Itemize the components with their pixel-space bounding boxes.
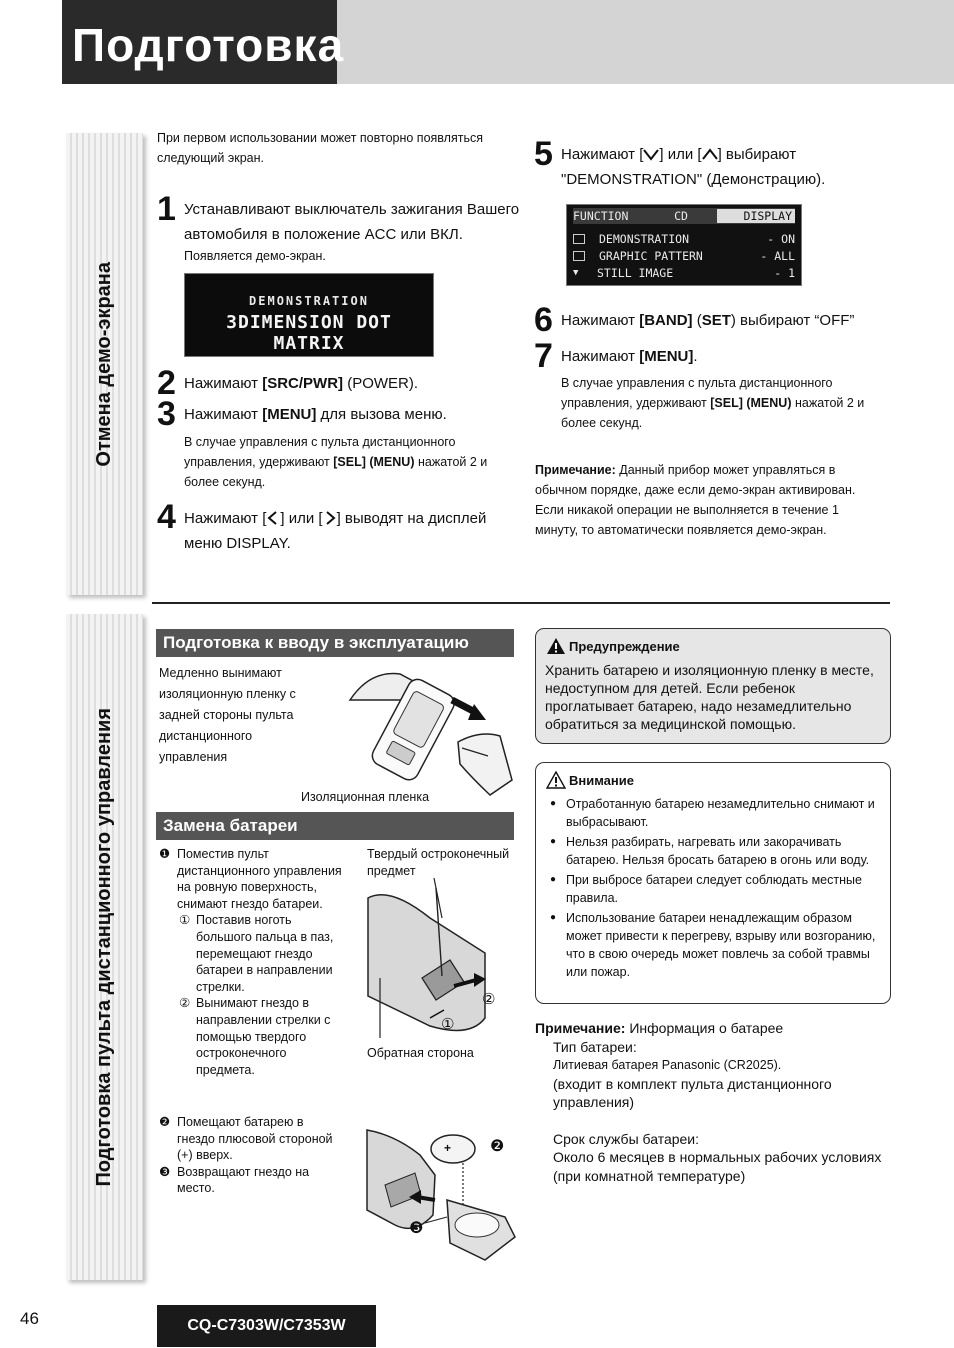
battery-step-2-line: Помещают батарею в bbox=[177, 1115, 304, 1129]
demo-note bbox=[535, 460, 885, 540]
battery-section-heading: Замена батареи bbox=[156, 812, 514, 840]
battery-step-2-text bbox=[177, 1114, 333, 1164]
diagram-mark-one: ① bbox=[441, 1016, 455, 1033]
battery-step-3-text bbox=[177, 1164, 309, 1197]
step-3-note-post: нажатой 2 и более секунд. bbox=[184, 455, 488, 489]
prep-text-line: задней стороны пульта bbox=[159, 708, 294, 722]
battery-step-1-line: Поместив пульт bbox=[177, 847, 269, 861]
menu-row-label: GRAPHIC PATTERN bbox=[599, 249, 703, 263]
battery-step-1-sub1-line: батареи в направлении bbox=[196, 963, 333, 978]
menu-row-marker bbox=[573, 251, 585, 261]
step-7-note bbox=[561, 373, 891, 433]
step-4-number: 4 bbox=[157, 498, 176, 536]
step-4-mid: ] или [ bbox=[280, 510, 323, 527]
menu-row-demonstration bbox=[573, 231, 795, 247]
warning-text-line: обратиться за медицинской помощью. bbox=[545, 716, 796, 732]
step-4-line-2: меню DISPLAY. bbox=[184, 535, 291, 552]
battery-step-1-sub2-line: Вынимают гнездо в bbox=[196, 996, 310, 1011]
step-3-key: [MENU] bbox=[262, 406, 317, 423]
battery-step-1-sub2-line: предмета. bbox=[196, 1062, 255, 1077]
diagram-mark-b3: ❸ bbox=[409, 1220, 424, 1237]
step-6-number: 6 bbox=[534, 301, 553, 339]
step-3-text bbox=[184, 402, 447, 427]
caution-item: ● Отработанную батарею незамедлительно снимают и выбрасывают. bbox=[550, 795, 882, 831]
caution-triangle-icon bbox=[546, 771, 566, 789]
demo-intro bbox=[157, 128, 517, 168]
battery-step-3-mark: ❸ bbox=[159, 1164, 171, 1179]
side-tab-remote bbox=[66, 614, 143, 1280]
menu-row-still-image bbox=[573, 265, 795, 281]
step-6-key2: SET bbox=[701, 312, 731, 329]
caution-header bbox=[546, 771, 634, 789]
step-5-number: 5 bbox=[534, 135, 553, 173]
battery-step-1 bbox=[159, 846, 359, 1078]
step-5-line-2: "DEMONSTRATION" (Демонстрацию). bbox=[561, 171, 826, 188]
step-3-note-pre: В случае управления с пульта дистанционного управления, удерживают bbox=[184, 435, 456, 469]
demo-intro-line-2: следующий экран. bbox=[157, 151, 264, 165]
battery-step-1-text bbox=[177, 846, 342, 912]
page-number: 46 bbox=[20, 1309, 39, 1328]
menu-tab-cd: CD bbox=[674, 209, 688, 223]
step-3-number: 3 bbox=[157, 395, 176, 433]
chevron-down-icon bbox=[643, 147, 659, 161]
battery-step-1-sub1-line: перемещают гнездо bbox=[196, 946, 313, 961]
step-5-post: ] выбирают bbox=[717, 146, 797, 163]
step-4-post: ] выводят на дисплей bbox=[336, 510, 487, 527]
remote-film-illustration bbox=[340, 660, 518, 800]
step-3-note bbox=[184, 432, 516, 492]
battery-step-1-main bbox=[159, 846, 359, 912]
step-6-mid: ( bbox=[692, 312, 702, 329]
battery-info-body bbox=[535, 1038, 891, 1186]
step-7-number: 7 bbox=[534, 337, 553, 375]
side-tab-remote-label: Подготовка пульта дистанционного управления bbox=[93, 707, 115, 1187]
step-6-text bbox=[561, 308, 854, 333]
menu-row-value: - ALL bbox=[760, 249, 795, 263]
step-7-pre: Нажимают bbox=[561, 348, 640, 365]
battery-step-1-line: на ровную поверхность, bbox=[177, 880, 317, 895]
battery-info-label: Примечание: bbox=[535, 1020, 626, 1036]
step-7-note-pre: В случае управления с пульта дистанционного управления, удерживают bbox=[561, 376, 833, 410]
battery-step-3-main bbox=[159, 1164, 359, 1197]
menu-tabs-row bbox=[573, 208, 795, 224]
menu-row-value: - ON bbox=[767, 232, 795, 246]
step-5-mid: ] или [ bbox=[659, 146, 702, 163]
caution-title: Внимание bbox=[569, 772, 634, 788]
demo-intro-line-1: При первом использовании может повторно появляться bbox=[157, 131, 483, 145]
triangle-down-icon: ▼ bbox=[573, 268, 579, 278]
step-6-key: [BAND] bbox=[639, 312, 693, 329]
step-1-number: 1 bbox=[157, 190, 176, 228]
battery-info-spacer bbox=[553, 1112, 891, 1130]
warning-text bbox=[545, 661, 883, 733]
menu-tab-function: FUNCTION bbox=[573, 209, 629, 223]
battery-life-value: Около 6 месяцев в нормальных рабочих условиях bbox=[553, 1149, 882, 1165]
warning-box bbox=[535, 628, 891, 744]
prep-text-line: изоляционную пленку с bbox=[159, 687, 296, 701]
step-2-number: 2 bbox=[157, 364, 176, 402]
diagram-mark-two: ② bbox=[482, 991, 496, 1008]
battery-step-1-sub1-line: стрелки. bbox=[196, 979, 245, 994]
step-1-text bbox=[184, 197, 524, 247]
battery-step-1-mark: ❶ bbox=[159, 847, 171, 861]
battery-step-1-sub1-mark: ① bbox=[179, 913, 191, 928]
menu-row-value: - 1 bbox=[774, 266, 795, 280]
prep-text-line: Медленно вынимают bbox=[159, 666, 282, 680]
battery-step-1-sub2-line: остроконечного bbox=[196, 1046, 287, 1061]
menu-row-graphic-pattern bbox=[573, 248, 795, 264]
menu-screen-display bbox=[566, 204, 802, 286]
battery-step-1-sub1-line: Поставив ноготь bbox=[196, 913, 292, 928]
battery-step-2-line: (+) вверх. bbox=[177, 1148, 233, 1163]
prep-text bbox=[159, 663, 329, 768]
step-4-pre: Нажимают [ bbox=[184, 510, 267, 527]
side-tab-demo-label: Отмена демо-экрана bbox=[93, 261, 115, 467]
caution-item: ● Использование батареи ненадлежащим образом может привести к перегреву, взрыву или возгоранию, что в свою очередь может повлечь за собой травмы или пожар. bbox=[550, 909, 882, 981]
step-3-pre: Нажимают bbox=[184, 406, 263, 423]
prep-text-line: управления bbox=[159, 750, 228, 764]
film-label: Изоляционная пленка bbox=[301, 790, 430, 804]
battery-type-label: Тип батареи: bbox=[553, 1038, 637, 1055]
back-side-label: Обратная сторона bbox=[367, 1046, 474, 1060]
battery-step-1-sub2-mark: ② bbox=[179, 996, 191, 1011]
warning-header bbox=[546, 637, 680, 655]
battery-step-3-line: Возвращают гнездо на bbox=[177, 1164, 310, 1179]
battery-type-value: Литиевая батарея Panasonic (CR2025). bbox=[553, 1058, 782, 1072]
demo-note-label: Примечание: bbox=[535, 463, 616, 477]
caution-box bbox=[535, 762, 891, 1004]
battery-info-title: Информация о батарее bbox=[625, 1020, 784, 1036]
step-1-note: Появляется демо-экран. bbox=[184, 249, 326, 263]
battery-type-extra: управления) bbox=[553, 1094, 635, 1110]
hard-object-label bbox=[367, 846, 509, 879]
step-3-note-key: [SEL] (MENU) bbox=[333, 455, 415, 469]
diagram-mark-b2: ❷ bbox=[490, 1138, 505, 1155]
page-title: Подготовка bbox=[72, 19, 345, 71]
step-1-line-1: Устанавливают выключатель зажигания Вашего bbox=[184, 201, 520, 218]
caution-item: ● Нельзя разбирать, нагревать или закорачивать батарею. Нельзя бросать батарею в огонь или воду. bbox=[550, 833, 882, 869]
battery-step-1-sub1-line: большого пальца в паз, bbox=[196, 929, 334, 944]
step-1-line-2: автомобиля в положение ACC или ВКЛ. bbox=[184, 226, 463, 243]
model-badge: CQ-C7303W/C7353W bbox=[157, 1305, 376, 1347]
battery-type-extra: (входит в комплект пульта дистанционного bbox=[553, 1075, 832, 1092]
battery-step-3-line: место. bbox=[177, 1181, 215, 1196]
caution-list bbox=[550, 795, 882, 983]
prep-section-heading: Подготовка к вводу в эксплуатацию bbox=[156, 629, 514, 657]
menu-row-label: STILL IMAGE bbox=[597, 266, 674, 280]
step-5-pre: Нажимают [ bbox=[561, 146, 644, 163]
demo-note-text: Данный прибор может управляться в обычном порядке, даже если демо-экран активирован. Если никакой операции не выполняется в течение 1 минуту, то автоматически появляется демо-экран. bbox=[535, 463, 856, 537]
battery-step-2-main bbox=[159, 1114, 359, 1164]
side-tab-demo-label-wrap bbox=[66, 133, 143, 595]
step-2-pre: Нажимают bbox=[184, 375, 263, 392]
step-7-note-post: нажатой 2 и более секунд. bbox=[561, 396, 865, 430]
step-4-line-1 bbox=[184, 506, 524, 531]
battery-step-1-sub2-line: помощью твердого bbox=[196, 1029, 307, 1044]
battery-step-1-sub1-text bbox=[196, 912, 333, 995]
demo-screen-line-2: 3DIMENSION DOT MATRIX bbox=[226, 312, 392, 354]
step-6-pre: Нажимают bbox=[561, 312, 640, 329]
battery-tray-removal-illustration bbox=[360, 878, 520, 1048]
step-5-line-1 bbox=[561, 142, 891, 167]
battery-life-label: Срок службы батареи: bbox=[553, 1130, 700, 1147]
step-7-text bbox=[561, 344, 698, 369]
hard-object-label-line: предмет bbox=[367, 863, 416, 878]
battery-step-2-mark: ❷ bbox=[159, 1115, 171, 1129]
warning-title: Предупреждение bbox=[569, 638, 680, 654]
battery-info-heading bbox=[535, 1019, 891, 1038]
side-tab-demo bbox=[66, 133, 143, 595]
step-2-key: [SRC/PWR] bbox=[262, 375, 344, 392]
menu-row-marker bbox=[573, 234, 585, 244]
step-3-post: для вызова меню. bbox=[316, 406, 447, 423]
chevron-right-icon bbox=[323, 511, 337, 525]
prep-text-line: дистанционного bbox=[159, 729, 253, 743]
battery-step-1-sub2-line: направлении стрелки с bbox=[196, 1012, 331, 1027]
step-6-post: ) выбирают “OFF” bbox=[730, 312, 855, 329]
battery-step-2-line: гнездо плюсовой стороной bbox=[177, 1131, 333, 1146]
battery-step-1-line: дистанционного управления bbox=[177, 863, 342, 878]
battery-step-1-sub2-text bbox=[196, 995, 330, 1078]
battery-info-note bbox=[535, 1019, 891, 1185]
step-2-text bbox=[184, 371, 418, 396]
section-divider bbox=[152, 602, 890, 604]
step-7-note-key: [SEL] (MENU) bbox=[710, 396, 792, 410]
chevron-up-icon bbox=[702, 147, 718, 161]
battery-plus-sign: + bbox=[444, 1141, 452, 1155]
warning-text-line: недоступном для детей. Если ребенок bbox=[545, 680, 796, 696]
side-tab-remote-label-wrap bbox=[66, 614, 143, 1280]
battery-step-2 bbox=[159, 1114, 359, 1197]
step-4-text bbox=[184, 506, 524, 556]
step-7-key: [MENU] bbox=[639, 348, 694, 365]
menu-tab-display: DISPLAY bbox=[717, 209, 795, 223]
step-2-post: (POWER). bbox=[343, 375, 419, 392]
battery-step-1-sub1 bbox=[179, 912, 359, 995]
warning-text-line: проглатывает батарею, надо незамедлительно bbox=[545, 698, 852, 714]
chevron-left-icon bbox=[266, 511, 280, 525]
battery-life-value: (при комнатной температуре) bbox=[553, 1167, 746, 1184]
step-5-text bbox=[561, 142, 891, 192]
caution-item: ● При выбросе батареи следует соблюдать местные правила. bbox=[550, 871, 882, 907]
step-7-post: . bbox=[693, 348, 698, 365]
warning-triangle-icon bbox=[546, 637, 566, 655]
battery-step-1-sub2 bbox=[179, 995, 359, 1078]
warning-text-line: Хранить батарею и изоляционную пленку в месте, bbox=[545, 662, 874, 678]
menu-row-label: DEMONSTRATION bbox=[599, 232, 690, 246]
battery-step-1-line: снимают гнездо батареи. bbox=[177, 896, 323, 911]
demo-screen-display bbox=[184, 273, 434, 357]
demo-screen-line-1: DEMONSTRATION bbox=[249, 294, 369, 308]
hard-object-label-line: Твердый остроконечный bbox=[367, 847, 510, 861]
